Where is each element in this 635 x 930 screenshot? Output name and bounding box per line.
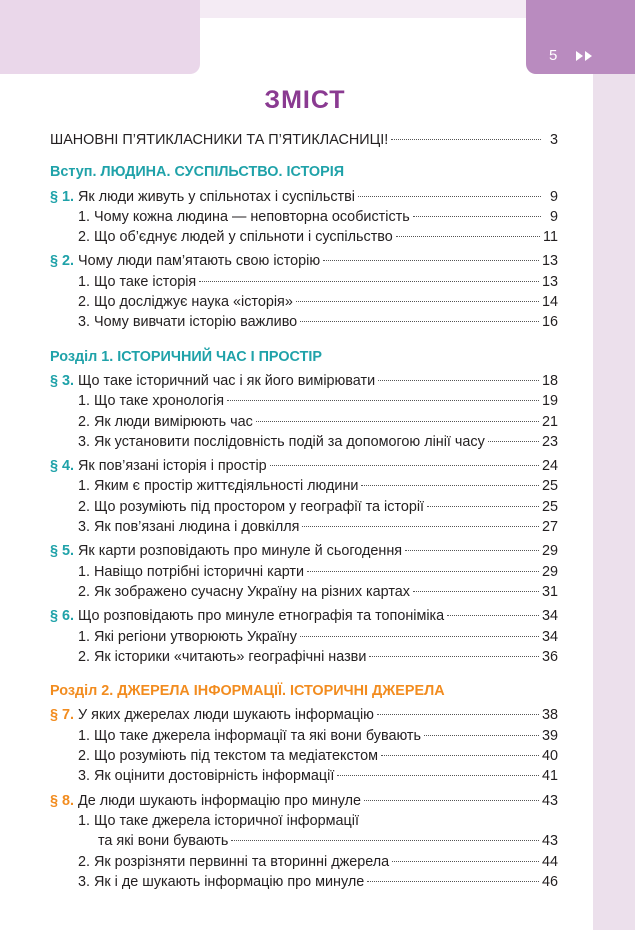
dot-leader	[378, 380, 539, 381]
toc-item-row[interactable]	[50, 852, 558, 872]
page-ref: 9	[549, 188, 558, 205]
page-ref: 11	[543, 229, 558, 246]
paragraph-mark: § 3.	[50, 372, 75, 389]
page-ref: 14	[541, 294, 558, 311]
dot-leader	[300, 636, 539, 637]
margin-strip	[593, 0, 635, 930]
dot-leader	[323, 260, 539, 261]
dot-leader	[307, 571, 539, 572]
page-ref: 23	[541, 433, 558, 450]
page-ref: 34	[541, 628, 558, 645]
item-title: 2. Що об’єднує людей у спільноти і суспільство	[78, 229, 393, 246]
dot-leader	[270, 465, 539, 466]
toc-item-row[interactable]	[50, 582, 558, 602]
toc-item-row[interactable]	[50, 292, 558, 312]
toc-intro-row[interactable]	[50, 130, 558, 150]
dot-leader	[396, 236, 540, 237]
dot-leader	[413, 216, 541, 217]
paragraph-5	[50, 541, 558, 602]
paragraph-title: Як люди живуть у спільнотах і суспільстві	[78, 188, 355, 205]
paragraph-mark: § 4.	[50, 458, 75, 475]
paragraph-mark: § 7.	[50, 707, 75, 724]
toc-intro-text: ШАНОВНІ П’ЯТИКЛАСНИКИ ТА П’ЯТИКЛАСНИЦІ!	[50, 132, 389, 148]
page-ref: 41	[541, 768, 558, 785]
page-ref: 19	[541, 393, 558, 410]
paragraph-mark: § 8.	[50, 792, 75, 809]
item-title: 2. Як історики «читають» географічні назви	[78, 648, 367, 665]
page-ref: 3	[549, 132, 558, 148]
toc-item-row[interactable]	[50, 272, 558, 292]
item-title: 1. Що таке джерела інформації та які вони бувають	[78, 727, 422, 744]
item-title: 2. Що розуміють під текстом та медіатекстом	[78, 748, 378, 765]
item-title: 1. Чому кожна людина — неповторна особистість	[78, 208, 410, 225]
dot-leader	[302, 526, 539, 527]
double-arrow-icon	[576, 50, 596, 62]
paragraph-mark: § 2.	[50, 253, 75, 270]
page-ref: 13	[541, 253, 558, 270]
toc-item-row[interactable]	[50, 412, 558, 432]
toc-item-row[interactable]	[50, 647, 558, 667]
page-ref: 31	[541, 583, 558, 600]
item-title: 1. Що таке історія	[78, 273, 197, 290]
page-ref: 46	[541, 873, 558, 890]
dot-leader	[488, 441, 539, 442]
paragraph-8	[50, 791, 558, 892]
dot-leader	[300, 321, 539, 322]
page-ref: 29	[541, 543, 558, 560]
paragraph-title: Як пов’язані історія і простір	[78, 458, 267, 475]
page-title: ЗМІСТ	[264, 86, 346, 114]
toc-item-row[interactable]	[50, 627, 558, 647]
page-number-tab	[526, 0, 635, 74]
dot-leader	[231, 840, 539, 841]
dot-leader	[358, 196, 541, 197]
dot-leader	[367, 881, 539, 882]
section-heading-2: Розділ 2. ДЖЕРЕЛА ІНФОРМАЦІЇ. ІСТОРИЧНІ ДЖЕРЕЛА	[50, 683, 445, 700]
item-title: 3. Як і де шукають інформацію про минуле	[78, 873, 365, 890]
item-title: 2. Як люди вимірюють час	[78, 413, 253, 430]
paragraph-6	[50, 606, 558, 667]
dot-leader	[413, 591, 539, 592]
item-title: 1. Яким є простір життєдіяльності людини	[78, 478, 359, 495]
toc-item-row[interactable]	[50, 497, 558, 517]
toc-item-row[interactable]	[50, 726, 558, 746]
toc-item-row[interactable]	[50, 312, 558, 332]
toc-item-row[interactable]	[50, 746, 558, 766]
toc-item-row[interactable]	[50, 432, 558, 452]
page-ref: 21	[541, 413, 558, 430]
dot-leader	[227, 400, 539, 401]
toc-item-row[interactable]	[50, 562, 558, 582]
toc-paragraph-row[interactable]	[50, 251, 558, 271]
paragraph-title: Чому люди пам’ятають свою історію	[78, 253, 321, 270]
paragraph-7	[50, 705, 558, 786]
page-ref: 25	[541, 498, 558, 515]
item-title: 1. Що таке джерела історичної інформації	[78, 812, 359, 829]
item-title: 3. Як оцінити достовірність інформації	[78, 768, 335, 785]
paragraph-title: У яких джерелах люди шукають інформацію	[78, 707, 374, 724]
page-ref: 40	[541, 748, 558, 765]
page-ref: 16	[541, 314, 558, 331]
dot-leader	[256, 421, 539, 422]
item-title: 3. Як установити послідовність подій за допомогою лінії часу	[78, 433, 485, 450]
header-band-mid	[200, 0, 526, 18]
toc-item-row	[50, 811, 558, 831]
toc-paragraph-row[interactable]	[50, 541, 558, 561]
paragraph-mark: § 1.	[50, 188, 75, 205]
dot-leader	[361, 485, 539, 486]
toc-item-row[interactable]	[50, 831, 558, 851]
paragraph-3	[50, 371, 558, 452]
page-ref: 18	[541, 372, 558, 389]
paragraph-title: Що таке історичний час і як його вимірювати	[78, 372, 376, 389]
dot-leader	[405, 550, 539, 551]
page-ref: 34	[541, 608, 558, 625]
toc-paragraph-row[interactable]	[50, 187, 558, 207]
page-ref: 25	[541, 478, 558, 495]
paragraph-mark: § 6.	[50, 608, 75, 625]
dot-leader	[391, 139, 541, 140]
dot-leader	[369, 656, 539, 657]
toc-item-row[interactable]	[50, 391, 558, 411]
dot-leader	[364, 800, 539, 801]
header-band-left	[0, 0, 200, 74]
page-ref: 29	[541, 563, 558, 580]
item-title: 3. Як пов’язані людина і довкілля	[78, 519, 300, 536]
toc-item-row[interactable]	[50, 476, 558, 496]
toc-paragraph-row[interactable]	[50, 371, 558, 391]
item-title: 1. Які регіони утворюють Україну	[78, 628, 297, 645]
item-title: 2. Як зображено сучасну Україну на різних картах	[78, 583, 410, 600]
paragraph-title: Що розповідають про минуле етнографія та топоніміка	[78, 608, 445, 625]
paragraph-2	[50, 251, 558, 332]
dot-leader	[392, 861, 539, 862]
page-ref: 27	[541, 519, 558, 536]
item-title: 2. Як розрізняти первинні та вторинні джерела	[78, 853, 390, 870]
toc-paragraph-row[interactable]	[50, 705, 558, 725]
item-title: 2. Що досліджує наука «історія»	[78, 294, 293, 311]
dot-leader	[377, 714, 539, 715]
toc-paragraph-row[interactable]	[50, 456, 558, 476]
toc-item-row[interactable]	[50, 766, 558, 786]
page-ref: 9	[549, 208, 558, 225]
item-title: 2. Що розуміють під простором у географії та історії	[78, 498, 425, 515]
page-ref: 44	[541, 853, 558, 870]
paragraph-title: Як карти розповідають про минуле й сьогодення	[78, 543, 403, 560]
page-ref: 43	[541, 833, 558, 850]
section-heading-intro: Вступ. ЛЮДИНА. СУСПІЛЬСТВО. ІСТОРІЯ	[50, 164, 345, 181]
item-title: 3. Чому вивчати історію важливо	[78, 314, 298, 331]
item-title-continued: та які вони бувають	[98, 833, 229, 850]
page-ref: 38	[541, 707, 558, 724]
dot-leader	[337, 775, 539, 776]
section-heading-1: Розділ 1. ІСТОРИЧНИЙ ЧАС І ПРОСТІР	[50, 348, 322, 365]
item-title: 1. Навіщо потрібні історичні карти	[78, 563, 305, 580]
dot-leader	[427, 506, 539, 507]
toc-paragraph-row[interactable]	[50, 606, 558, 626]
toc-item-row[interactable]	[50, 227, 558, 247]
dot-leader	[296, 301, 539, 302]
toc-item-row[interactable]	[50, 872, 558, 892]
page-ref: 13	[541, 273, 558, 290]
toc-item-row[interactable]	[50, 517, 558, 537]
page-ref: 36	[541, 648, 558, 665]
paragraph-mark: § 5.	[50, 543, 75, 560]
dot-leader	[447, 615, 539, 616]
page-ref: 39	[541, 727, 558, 744]
paragraph-4	[50, 456, 558, 537]
item-title: 1. Що таке хронологія	[78, 393, 225, 410]
paragraph-1	[50, 187, 558, 248]
page-ref: 24	[541, 458, 558, 475]
dot-leader	[381, 755, 539, 756]
dot-leader	[424, 735, 539, 736]
page-number: 5	[549, 47, 558, 64]
page-ref: 43	[541, 792, 558, 809]
toc-item-row[interactable]	[50, 207, 558, 227]
paragraph-title: Де люди шукають інформацію про минуле	[78, 792, 362, 809]
table-of-contents	[50, 130, 558, 892]
toc-paragraph-row[interactable]	[50, 791, 558, 811]
dot-leader	[199, 281, 539, 282]
